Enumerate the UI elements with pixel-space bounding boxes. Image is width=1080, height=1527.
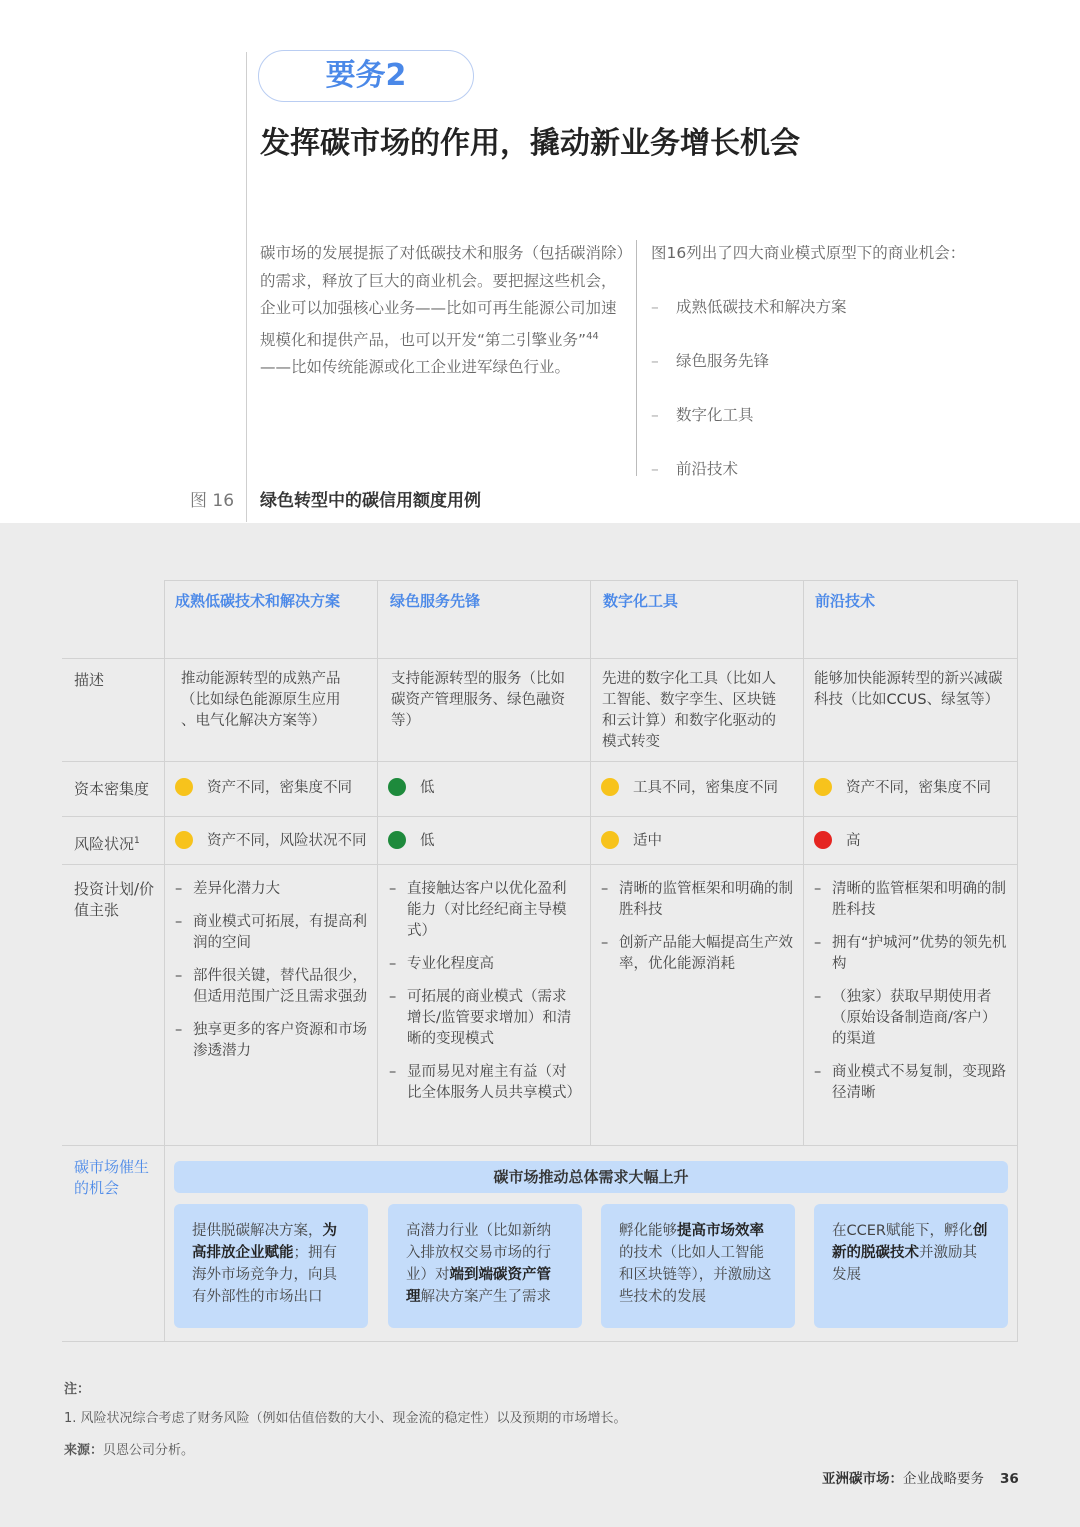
footnote-1: 1. 风险状况综合考虑了财务风险（例如估值倍数的大小、现金流的稳定性）以及预期的市场增长。 xyxy=(64,1411,627,1426)
opportunity-card: 高潜力行业（比如新纳入排放权交易市场的行业）对端到端碳资产管理解决方案产生了需求 xyxy=(388,1204,582,1328)
list-item: – 数字化工具 xyxy=(651,406,754,424)
list-item: – 商业模式不易复制，变现路径清晰 xyxy=(814,1064,1006,1101)
row-label-capital: 资本密集度 xyxy=(74,780,150,798)
list-item: – 差异化潜力大 xyxy=(175,881,280,897)
capital-cell: 低 xyxy=(388,778,435,799)
invest-cell xyxy=(389,879,579,1116)
list-item: – 绿色服务先锋 xyxy=(651,352,770,370)
list-item: – 部件很关键，替代品很少，但适用范围广泛且需求强劲 xyxy=(175,968,367,1005)
list-item: – 成熟低碳技术和解决方案 xyxy=(651,298,847,316)
status-dot-icon xyxy=(601,778,619,796)
intro-paragraph: 碳市场的发展提振了对低碳技术和服务（包括碳消除）的需求，释放了巨大的商业机会。要把握这些机会，企业可以加强核心业务——比如可再生能源公司加速规模化和提供产品，也可以开发“第二引擎业务”$^{44}$ ——比如传统能源或化工企业进军绿色行业。 xyxy=(260,244,625,377)
list-item: – 专业化程度高 xyxy=(389,956,494,972)
figure-number: 图 16 xyxy=(190,491,235,511)
invest-cell xyxy=(601,879,793,987)
list-item: – 清晰的监管框架和明确的制胜科技 xyxy=(601,881,793,918)
list-item: – 独享更多的客户资源和市场渗透潜力 xyxy=(175,1022,367,1059)
capital-cell: 资产不同，密集度不同 xyxy=(814,778,991,799)
side-lead: 图16列出了四大商业模式原型下的商业机会： xyxy=(651,244,966,262)
status-dot-icon xyxy=(601,831,619,849)
desc-cell: 能够加快能源转型的新兴减碳科技（比如CCUS、绿氢等） xyxy=(814,671,1003,708)
desc-cell: 支持能源转型的服务（比如碳资产管理服务、绿色融资等） xyxy=(391,671,565,729)
capital-cell: 工具不同，密集度不同 xyxy=(601,778,778,799)
risk-cell: 高 xyxy=(814,831,861,852)
row-label-invest: 投资计划/价值主张 xyxy=(74,880,155,919)
status-dot-icon xyxy=(175,778,193,796)
list-item: – 前沿技术 xyxy=(651,460,739,478)
opportunity-card: 在CCER赋能下，孵化创新的脱碳技术并激励其发展 xyxy=(814,1204,1008,1328)
status-dot-icon xyxy=(388,831,406,849)
page-number: 36 xyxy=(1000,1471,1019,1487)
column-header: 数字化工具 xyxy=(603,592,679,610)
invest-cell xyxy=(814,879,1010,1116)
column-divider xyxy=(636,240,637,476)
capital-cell: 资产不同，密集度不同 xyxy=(175,778,352,799)
column-header: 前沿技术 xyxy=(815,592,876,610)
page-title: 发挥碳市场的作用，撬动新业务增长机会 xyxy=(260,126,800,161)
demand-banner: 碳市场推动总体需求大幅上升 xyxy=(174,1161,1008,1193)
list-item: – （独家）获取早期使用者（原始设备制造商/客户）的渠道 xyxy=(814,989,997,1047)
list-item: – 显而易见对雇主有益（对比全体服务人员共享模式） xyxy=(389,1064,581,1101)
status-dot-icon xyxy=(388,778,406,796)
notes-label: 注： xyxy=(64,1382,91,1397)
list-item: – 拥有“护城河”优势的领先机构 xyxy=(814,935,1007,972)
row-label-opportunity: 碳市场催生的机会 xyxy=(74,1158,150,1197)
list-item: – 创新产品能大幅提高生产效率，优化能源消耗 xyxy=(601,935,793,972)
opportunity-card: 提供脱碳解决方案，为高排放企业赋能；拥有海外市场竞争力，向具有外部性的市场出口 xyxy=(174,1204,368,1328)
risk-cell: 适中 xyxy=(601,831,662,852)
desc-cell: 先进的数字化工具（比如人工智能、数字孪生、区块链和云计算）和数字化驱动的模式转变 xyxy=(602,671,776,750)
status-dot-icon xyxy=(175,831,193,849)
invest-cell xyxy=(175,879,367,1074)
desc-cell: 推动能源转型的成熟产品（比如绿色能源原生应用 、电气化解决方案等） xyxy=(181,671,341,729)
use-case-table xyxy=(62,580,1018,1342)
list-item: – 清晰的监管框架和明确的制胜科技 xyxy=(814,881,1006,918)
list-item: – 直接触达客户以优化盈利能力（对比经纪商主导模式） xyxy=(389,881,567,939)
list-item: – 可拓展的商业模式（需求增长/监管要求增加）和清晰的变现模式 xyxy=(389,989,572,1047)
opportunity-card: 孵化能够提高市场效率的技术（比如人工智能和区块链等），并激励这些技术的发展 xyxy=(601,1204,795,1328)
imperative-pill: 要务2 xyxy=(258,50,474,102)
risk-cell: 资产不同，风险状况不同 xyxy=(175,831,367,852)
list-item: – 商业模式可拓展，有提高利润的空间 xyxy=(175,914,367,951)
status-dot-icon xyxy=(814,778,832,796)
row-label-risk: 风险状况$^1$ xyxy=(74,835,140,853)
vertical-rule xyxy=(246,52,247,522)
row-label-desc: 描述 xyxy=(74,671,105,689)
side-list xyxy=(651,240,1051,510)
page-footer: 亚洲碳市场：企业战略要务 36 xyxy=(822,1471,1019,1487)
status-dot-icon xyxy=(814,831,832,849)
column-header: 成熟低碳技术和解决方案 xyxy=(175,592,341,610)
figure-title: 绿色转型中的碳信用额度用例 xyxy=(260,491,481,511)
risk-cell: 低 xyxy=(388,831,435,852)
column-header: 绿色服务先锋 xyxy=(390,592,481,610)
source-line: 来源：贝恩公司分析。 xyxy=(64,1443,195,1458)
footnote-ref: 44 xyxy=(586,330,599,342)
